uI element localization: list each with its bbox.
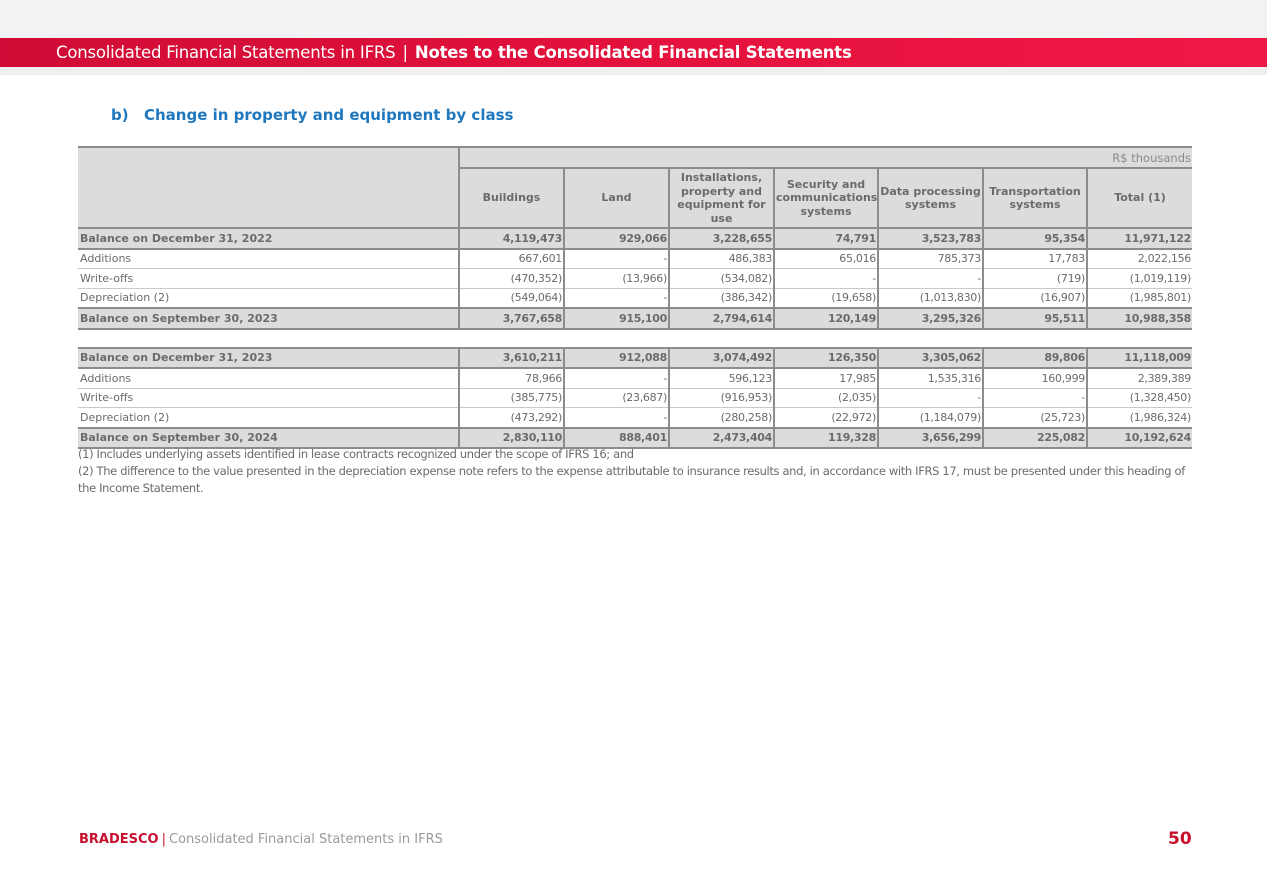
value-cell: 126,350 <box>774 348 878 369</box>
value-cell: 11,971,122 <box>1087 228 1192 249</box>
value-cell: 3,610,211 <box>459 348 564 369</box>
balance-row <box>78 228 1192 249</box>
value-cell: 785,373 <box>878 249 983 269</box>
value-cell: 95,511 <box>983 308 1087 329</box>
section-letter: b) <box>111 106 129 124</box>
balance-row <box>78 348 1192 369</box>
footnote-2: (2) The difference to the value presented in the depreciation expense note refers to the expense attributable to insurance results and, in accordance with IFRS 17, must be presented under this heading of the Income Statement. <box>78 464 1185 495</box>
value-cell: - <box>983 388 1087 408</box>
value-cell: (13,966) <box>564 269 669 289</box>
value-cell: 2,022,156 <box>1087 249 1192 269</box>
value-cell: 3,305,062 <box>878 348 983 369</box>
value-cell: (1,019,119) <box>1087 269 1192 289</box>
value-cell: 10,988,358 <box>1087 308 1192 329</box>
header-section: Consolidated Financial Statements in IFRS <box>56 43 396 62</box>
value-cell: 3,656,299 <box>878 428 983 449</box>
top-strip <box>0 0 1267 38</box>
spacer-cell <box>78 329 1192 348</box>
value-cell: 95,354 <box>983 228 1087 249</box>
value-cell: 3,074,492 <box>669 348 774 369</box>
column-header: Installations, property and equipment for use <box>669 168 774 228</box>
column-header: Total (1) <box>1087 168 1192 228</box>
column-header: Buildings <box>459 168 564 228</box>
value-cell: (280,258) <box>669 408 774 428</box>
value-cell: 160,999 <box>983 368 1087 388</box>
value-cell: 65,016 <box>774 249 878 269</box>
value-cell: 888,401 <box>564 428 669 449</box>
value-cell: (22,972) <box>774 408 878 428</box>
value-cell: 3,228,655 <box>669 228 774 249</box>
value-cell: 120,149 <box>774 308 878 329</box>
value-cell: - <box>564 368 669 388</box>
value-cell: 3,767,658 <box>459 308 564 329</box>
value-cell: (916,953) <box>669 388 774 408</box>
row-label: Additions <box>78 249 459 269</box>
value-cell: 915,100 <box>564 308 669 329</box>
block-spacer <box>78 329 1192 348</box>
value-cell: 667,601 <box>459 249 564 269</box>
row-label: Balance on December 31, 2023 <box>78 348 459 369</box>
header-subsection: Notes to the Consolidated Financial Statements <box>414 43 852 62</box>
value-cell: - <box>564 408 669 428</box>
unit-label: R$ thousands <box>459 147 1192 168</box>
value-cell: 225,082 <box>983 428 1087 449</box>
table-row <box>78 288 1192 308</box>
table-row <box>78 388 1192 408</box>
value-cell: 3,295,326 <box>878 308 983 329</box>
value-cell: - <box>774 269 878 289</box>
table-row <box>78 249 1192 269</box>
value-cell: (23,687) <box>564 388 669 408</box>
row-label: Balance on September 30, 2023 <box>78 308 459 329</box>
value-cell: (719) <box>983 269 1087 289</box>
footnote-1: (1) Includes underlying assets identified in lease contracts recognized under the scope of IFRS 16; and <box>78 447 634 461</box>
value-cell: (534,082) <box>669 269 774 289</box>
footer-text: Consolidated Financial Statements in IFRS <box>169 832 443 847</box>
footer-separator: | <box>161 832 166 847</box>
value-cell: 929,066 <box>564 228 669 249</box>
section-title-text: Change in property and equipment by class <box>144 106 514 124</box>
value-cell: (1,985,801) <box>1087 288 1192 308</box>
page-footer <box>79 832 443 847</box>
value-cell: (2,035) <box>774 388 878 408</box>
table-corner <box>78 147 459 228</box>
row-label: Additions <box>78 368 459 388</box>
value-cell: (385,775) <box>459 388 564 408</box>
value-cell: (470,352) <box>459 269 564 289</box>
row-label: Balance on December 31, 2022 <box>78 228 459 249</box>
column-header: Transportation systems <box>983 168 1087 228</box>
row-label: Depreciation (2) <box>78 288 459 308</box>
value-cell: 119,328 <box>774 428 878 449</box>
value-cell: 17,783 <box>983 249 1087 269</box>
value-cell: (549,064) <box>459 288 564 308</box>
value-cell: 10,192,624 <box>1087 428 1192 449</box>
value-cell: (1,013,830) <box>878 288 983 308</box>
value-cell: 2,473,404 <box>669 428 774 449</box>
footer-brand: BRADESCO <box>79 832 159 847</box>
table-row <box>78 408 1192 428</box>
column-header: Land <box>564 168 669 228</box>
balance-row <box>78 308 1192 329</box>
value-cell: 1,535,316 <box>878 368 983 388</box>
row-label: Balance on September 30, 2024 <box>78 428 459 449</box>
column-header: Data processing systems <box>878 168 983 228</box>
row-label: Write-offs <box>78 269 459 289</box>
footnotes <box>78 446 1192 497</box>
value-cell: - <box>564 288 669 308</box>
balance-row <box>78 428 1192 449</box>
value-cell: (1,328,450) <box>1087 388 1192 408</box>
value-cell: (386,342) <box>669 288 774 308</box>
value-cell: 2,389,389 <box>1087 368 1192 388</box>
header-shadow <box>0 67 1267 75</box>
value-cell: (1,986,324) <box>1087 408 1192 428</box>
header-separator: | <box>402 43 408 62</box>
value-cell: - <box>564 249 669 269</box>
value-cell: - <box>878 269 983 289</box>
value-cell: - <box>878 388 983 408</box>
value-cell: 11,118,009 <box>1087 348 1192 369</box>
value-cell: (19,658) <box>774 288 878 308</box>
row-label: Write-offs <box>78 388 459 408</box>
value-cell: 78,966 <box>459 368 564 388</box>
value-cell: 596,123 <box>669 368 774 388</box>
value-cell: 2,830,110 <box>459 428 564 449</box>
page-header <box>56 43 852 62</box>
value-cell: 4,119,473 <box>459 228 564 249</box>
page-number: 50 <box>1168 829 1192 849</box>
value-cell: 3,523,783 <box>878 228 983 249</box>
value-cell: 486,383 <box>669 249 774 269</box>
value-cell: (473,292) <box>459 408 564 428</box>
value-cell: 17,985 <box>774 368 878 388</box>
section-title <box>111 106 513 124</box>
property-equipment-table <box>78 146 1192 449</box>
value-cell: 912,088 <box>564 348 669 369</box>
value-cell: 2,794,614 <box>669 308 774 329</box>
value-cell: 74,791 <box>774 228 878 249</box>
unit-row <box>78 147 1192 168</box>
row-label: Depreciation (2) <box>78 408 459 428</box>
table-row <box>78 269 1192 289</box>
value-cell: 89,806 <box>983 348 1087 369</box>
value-cell: (16,907) <box>983 288 1087 308</box>
value-cell: (1,184,079) <box>878 408 983 428</box>
column-header: Security and communications systems <box>774 168 878 228</box>
value-cell: (25,723) <box>983 408 1087 428</box>
table-row <box>78 368 1192 388</box>
